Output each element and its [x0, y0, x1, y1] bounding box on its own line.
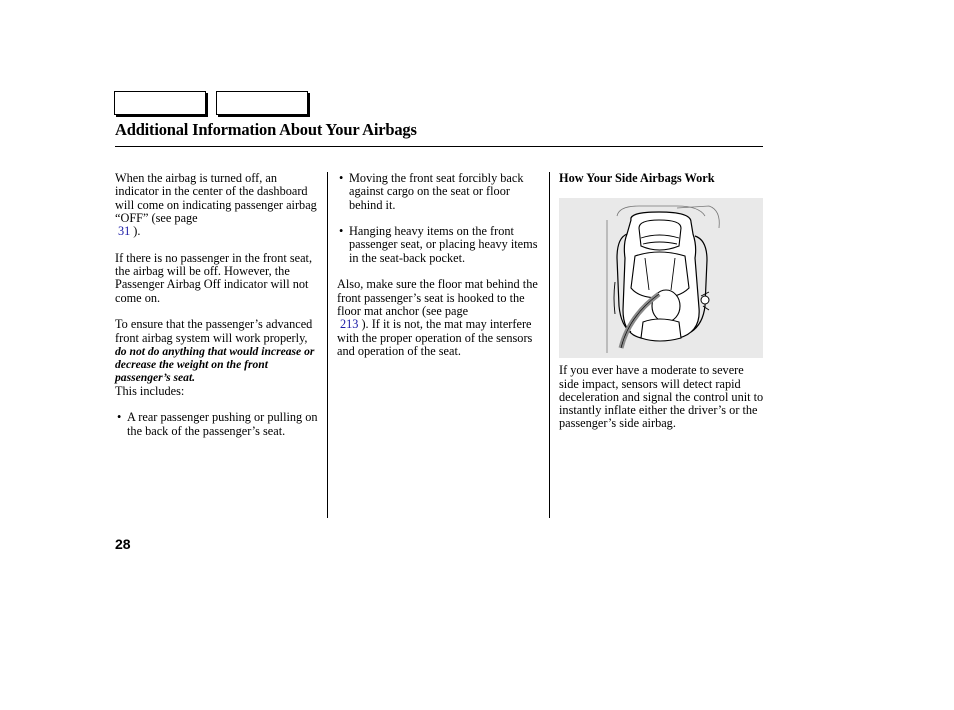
column-divider-1 [327, 172, 328, 518]
column-2 [337, 172, 542, 371]
col2-bullet-2: • Hanging heavy items on the front passenger seat, or placing heavy items in the seat-back pocket. [337, 225, 542, 265]
weight-warning-emphasis: do not do anything that would increase or decrease the weight on the front passenger’s seat. [115, 344, 315, 385]
col1-paragraph-1: When the airbag is turned off, an indicator in the center of the dashboard will come on indicating passenger airbag “OFF” (see page 31 ). [115, 171, 317, 239]
nav-button-main-menu[interactable] [114, 91, 206, 115]
page-link-213[interactable]: 213 [340, 317, 359, 332]
side-airbags-heading: How Your Side Airbags Work [559, 171, 715, 185]
column-divider-2 [549, 172, 550, 518]
col1-bullet-1: • A rear passenger pushing or pulling on the back of the passenger’s seat. [115, 411, 320, 438]
title-rule [115, 146, 763, 147]
page-link-31[interactable]: 31 [118, 224, 131, 239]
col3-paragraph-1: If you ever have a moderate to severe side impact, sensors will detect rapid deceleration and signal the control unit to instantly inflate either the driver’s or the passenger’s side airbag. [559, 363, 764, 431]
column-1 [115, 172, 320, 451]
nav-button-table-of-contents[interactable] [216, 91, 308, 115]
col1-paragraph-3: To ensure that the passenger’s advanced front airbag system will work properly, do not do anything that would increase or decrease the weight on the front passenger’s seat. This includes: [115, 317, 315, 398]
column-3 [559, 172, 764, 444]
side-airbag-seat-illustration-icon [559, 198, 763, 358]
col2-bullet-1: • Moving the front seat forcibly back against cargo on the seat or floor behind it. [337, 172, 542, 212]
col1-paragraph-2: If there is no passenger in the front seat, the airbag will be off. However, the Passenger Airbag Off indicator will not come on. [115, 250, 313, 305]
page-number: 28 [115, 536, 131, 552]
col2-paragraph-1: Also, make sure the floor mat behind the front passenger’s seat is hooked to the floor mat anchor (see page 213 ). If it is not, the mat may interfere with the proper operation of the sensors and operation of the seat. [337, 277, 538, 358]
page-title: Additional Information About Your Airbags [115, 120, 417, 139]
